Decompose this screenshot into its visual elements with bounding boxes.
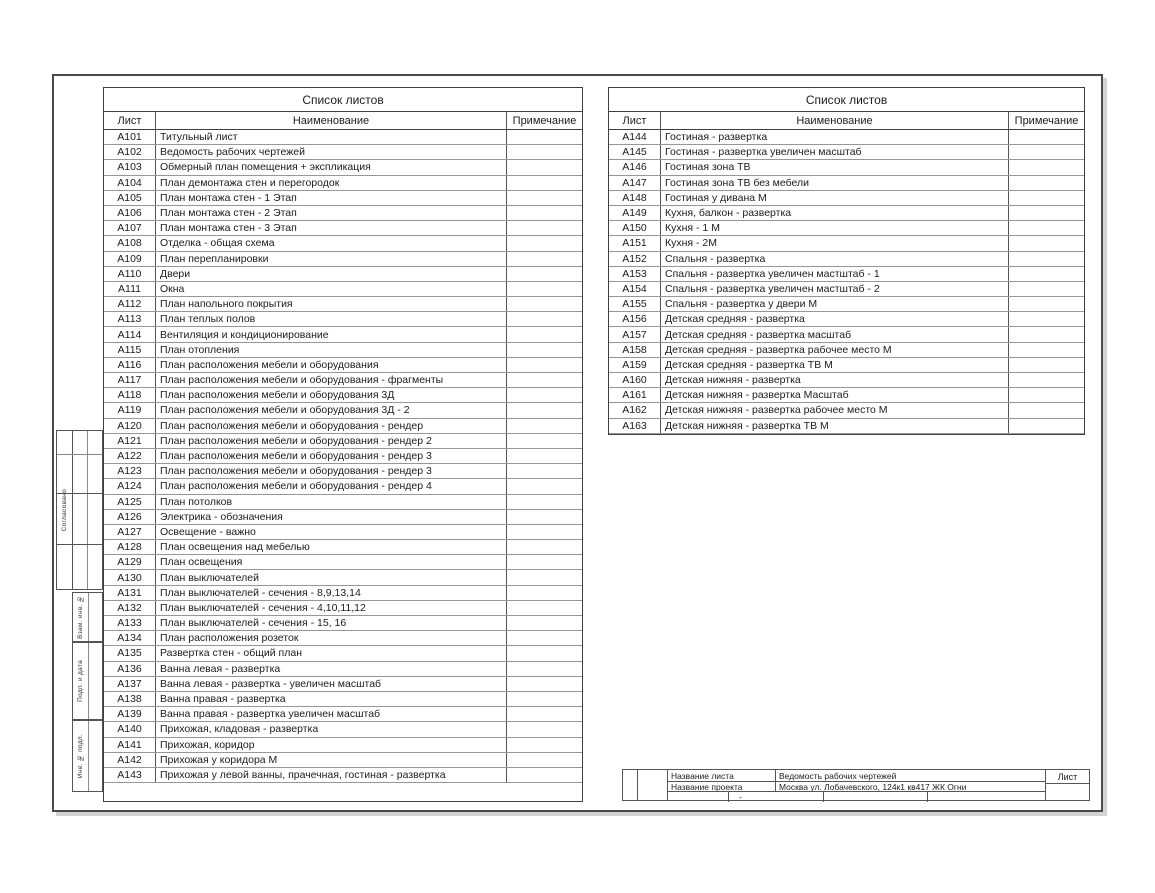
sheet-name-cell: Окна — [156, 282, 507, 296]
note-cell — [1009, 388, 1084, 402]
table-row — [104, 479, 582, 494]
sheet-number-cell: A147 — [609, 176, 661, 190]
note-cell — [1009, 419, 1084, 433]
table-row — [609, 358, 1084, 373]
sheet-name-cell: Ведомость рабочих чертежей — [156, 145, 507, 159]
sheet-number-cell: A138 — [104, 692, 156, 706]
sheet-number-cell: A104 — [104, 176, 156, 190]
table-row — [104, 145, 582, 160]
sheet-name-cell: Двери — [156, 267, 507, 281]
sheet-number-cell: A157 — [609, 327, 661, 341]
stamp-label: Инв. № подл. — [77, 733, 84, 779]
note-cell — [1009, 403, 1084, 417]
table-row — [104, 312, 582, 327]
sheet-name-cell: План расположения мебели и оборудования - фрагменты — [156, 373, 507, 387]
sheet-name-cell: План монтажа стен - 2 Этап — [156, 206, 507, 220]
sheet-number-cell: A129 — [104, 555, 156, 569]
table-row — [104, 373, 582, 388]
note-cell — [1009, 343, 1084, 357]
note-cell — [1009, 236, 1084, 250]
sheet-name-cell: Спальня - развертка увеличен мастштаб - 1 — [661, 267, 1009, 281]
sheet-name-cell: Прихожая, кладовая - развертка — [156, 722, 507, 736]
stamp-blank-cell — [89, 721, 102, 791]
sheet-name-cell: План выключателей - сечения - 15, 16 — [156, 616, 507, 630]
sheet-number-cell: A106 — [104, 206, 156, 220]
table-row — [609, 221, 1084, 236]
column-header-name: Наименование — [156, 112, 507, 129]
sheet-number-cell: A121 — [104, 434, 156, 448]
sheet-number-cell: A142 — [104, 753, 156, 767]
sheet-number-cell: A118 — [104, 388, 156, 402]
sheet-name-cell: Кухня, балкон - развертка — [661, 206, 1009, 220]
table-row — [609, 297, 1084, 312]
sheet-name-cell: План расположения мебели и оборудования - рендер — [156, 419, 507, 433]
column-header-note: Примечание — [512, 114, 577, 127]
table-row — [609, 236, 1084, 251]
column-header-name: Наименование — [661, 112, 1009, 129]
note-cell — [1009, 297, 1084, 311]
stamp-label-column — [73, 721, 89, 791]
approval-label: Согласовано — [61, 488, 68, 532]
note-cell — [507, 176, 582, 190]
sheet-name-cell: Электрика - обозначения — [156, 510, 507, 524]
table-header-row — [609, 112, 1084, 130]
sheet-number-cell: A110 — [104, 267, 156, 281]
sheet-name-cell: Детская нижняя - развертка рабочее место М — [661, 403, 1009, 417]
table-row — [609, 145, 1084, 160]
stamp-blank-cell — [89, 593, 102, 641]
sheet-number-cell: A126 — [104, 510, 156, 524]
note-cell — [507, 570, 582, 584]
table-row — [104, 525, 582, 540]
sheet-name-row — [668, 770, 1046, 782]
stamp-box-inv-podl — [72, 720, 103, 792]
note-cell — [1009, 373, 1084, 387]
note-cell — [507, 464, 582, 478]
sheet-name-cell: План освещения над мебелью — [156, 540, 507, 554]
sheet-name-cell: Гостиная - развертка — [661, 130, 1009, 144]
table-row — [104, 768, 582, 783]
note-cell — [507, 282, 582, 296]
table-row — [609, 403, 1084, 418]
table-row — [104, 707, 582, 722]
note-cell — [507, 738, 582, 752]
sheet-number-cell: A154 — [609, 282, 661, 296]
sheet-name-cell: План выключателей - сечения - 4,10,11,12 — [156, 601, 507, 615]
sheet-name-label: Название листа — [668, 770, 776, 781]
sheet-name-cell: Детская нижняя - развертка Масштаб — [661, 388, 1009, 402]
sheet-list-table-right — [608, 87, 1085, 435]
sheet-number-cell: A162 — [609, 403, 661, 417]
stamp-label: Подп. и дата — [77, 660, 84, 702]
approval-label-column — [57, 431, 72, 589]
note-cell — [507, 707, 582, 721]
sheet-number-cell: A128 — [104, 540, 156, 554]
column-header-sheet: Лист — [104, 112, 156, 129]
table-row — [104, 510, 582, 525]
note-cell — [1009, 176, 1084, 190]
note-cell — [507, 343, 582, 357]
sheet-number-cell: A117 — [104, 373, 156, 387]
sheet-number-cell: A120 — [104, 419, 156, 433]
note-cell — [507, 692, 582, 706]
revision-dash-cell: - — [729, 792, 824, 802]
note-cell — [1009, 282, 1084, 296]
note-cell — [507, 646, 582, 660]
table-row — [609, 176, 1084, 191]
table-header-row — [104, 112, 582, 130]
table-title: Список листов — [609, 88, 1084, 112]
sheet-number-cell: A139 — [104, 707, 156, 721]
sheet-number-cell: A163 — [609, 419, 661, 433]
note-cell — [1009, 145, 1084, 159]
note-cell — [507, 479, 582, 493]
table-row — [104, 753, 582, 768]
table-row — [104, 540, 582, 555]
table-row — [609, 327, 1084, 342]
note-cell — [507, 419, 582, 433]
sheet-name-cell: Детская нижняя - развертка ТВ М — [661, 419, 1009, 433]
note-cell — [507, 525, 582, 539]
table-row — [104, 570, 582, 585]
table-row — [104, 738, 582, 753]
sheet-number-column — [1045, 770, 1089, 800]
table-row — [104, 692, 582, 707]
table-row — [104, 236, 582, 251]
table-row — [104, 252, 582, 267]
sheet-number-cell: A161 — [609, 388, 661, 402]
stamp-label: Взам. инв. № — [77, 595, 84, 639]
note-cell — [1009, 160, 1084, 174]
note-cell — [507, 312, 582, 326]
table-row — [104, 662, 582, 677]
sheet-name-cell: Кухня - 1 М — [661, 221, 1009, 235]
column-header-sheet: Лист — [609, 112, 661, 129]
table-row — [104, 495, 582, 510]
sheet-name-cell: План расположения розеток — [156, 631, 507, 645]
sheet-number-cell: A152 — [609, 252, 661, 266]
table-row — [609, 267, 1084, 282]
sheet-number-caption: Лист — [1046, 770, 1089, 784]
note-cell — [507, 495, 582, 509]
title-block-main — [668, 770, 1046, 800]
sheet-number-cell: A122 — [104, 449, 156, 463]
note-cell — [507, 722, 582, 736]
table-row — [609, 419, 1084, 434]
note-cell — [1009, 327, 1084, 341]
sheet-number-cell: A105 — [104, 191, 156, 205]
note-cell — [1009, 358, 1084, 372]
note-cell — [507, 236, 582, 250]
sheet-name-cell: Прихожая, коридор — [156, 738, 507, 752]
sheet-number-cell: A115 — [104, 343, 156, 357]
revision-cell — [928, 792, 1046, 802]
table-row — [104, 449, 582, 464]
sheet-number-cell: A153 — [609, 267, 661, 281]
sheet-name-cell: Гостиная - развертка увеличен масштаб — [661, 145, 1009, 159]
table-row — [104, 160, 582, 175]
sheet-name-cell: Прихожая у коридора М — [156, 753, 507, 767]
note-cell — [1009, 191, 1084, 205]
sheet-name-cell: План демонтажа стен и перегородок — [156, 176, 507, 190]
note-cell — [507, 267, 582, 281]
sheet-name-cell: Гостиная у дивана М — [661, 191, 1009, 205]
sheet-list-table-left — [103, 87, 583, 802]
table-row — [104, 616, 582, 631]
table-row — [104, 206, 582, 221]
note-cell — [1009, 312, 1084, 326]
sheet-name-cell: План напольного покрытия — [156, 297, 507, 311]
note-cell — [507, 206, 582, 220]
table-row — [104, 221, 582, 236]
sheet-number-cell: A140 — [104, 722, 156, 736]
sheet-name-cell: План теплых полов — [156, 312, 507, 326]
note-cell — [507, 297, 582, 311]
sheet-name-cell: Титульный лист — [156, 130, 507, 144]
column-header-note: Примечание — [1014, 114, 1079, 127]
note-cell — [1009, 267, 1084, 281]
stamp-blank-cell — [89, 643, 102, 719]
sheet-name-cell: Спальня - развертка у двери М — [661, 297, 1009, 311]
note-cell — [507, 252, 582, 266]
note-cell — [507, 586, 582, 600]
note-cell — [507, 145, 582, 159]
table-row — [104, 434, 582, 449]
sheet-number-cell: A155 — [609, 297, 661, 311]
table-row — [104, 677, 582, 692]
table-row — [609, 206, 1084, 221]
stamp-label-column — [73, 593, 89, 641]
stamp-box-podp-data — [72, 642, 103, 720]
sheet-number-cell: A133 — [104, 616, 156, 630]
table-body — [609, 130, 1084, 434]
title-block — [622, 769, 1090, 801]
sheet-name-value: Ведомость рабочих чертежей — [779, 770, 897, 781]
sheet-number-cell: A111 — [104, 282, 156, 296]
sheet-number-cell: A137 — [104, 677, 156, 691]
sheet-name-cell: Вентиляция и кондиционирование — [156, 327, 507, 341]
sheet-number-cell: A144 — [609, 130, 661, 144]
sheet-number-cell: A101 — [104, 130, 156, 144]
sheet-number-cell: A156 — [609, 312, 661, 326]
note-cell — [507, 327, 582, 341]
table-row — [104, 327, 582, 342]
note-cell — [1009, 252, 1084, 266]
sheet-name-cell: План освещения — [156, 555, 507, 569]
sheet-number-cell: A127 — [104, 525, 156, 539]
sheet-number-cell: A112 — [104, 297, 156, 311]
sheet-number-cell: A102 — [104, 145, 156, 159]
sheet-name-cell: Детская средняя - развертка — [661, 312, 1009, 326]
note-cell — [507, 631, 582, 645]
sheet-number-cell: A109 — [104, 252, 156, 266]
sheet-name-cell: Спальня - развертка — [661, 252, 1009, 266]
sheet-name-cell: Гостиная зона ТВ без мебели — [661, 176, 1009, 190]
table-row — [104, 191, 582, 206]
sheet-number-cell: A136 — [104, 662, 156, 676]
revision-cell — [824, 792, 928, 802]
table-row — [104, 631, 582, 646]
sheet-number-cell: A123 — [104, 464, 156, 478]
sheet-number-cell: A113 — [104, 312, 156, 326]
sheet-name-cell: Детская средняя - развертка рабочее место М — [661, 343, 1009, 357]
note-cell — [507, 510, 582, 524]
note-cell — [507, 191, 582, 205]
note-cell — [507, 403, 582, 417]
note-cell — [1009, 221, 1084, 235]
revision-cell — [668, 792, 729, 802]
sheet-name-cell: План монтажа стен - 1 Этап — [156, 191, 507, 205]
stamp-label-column — [73, 643, 89, 719]
table-row — [104, 464, 582, 479]
table-body — [104, 130, 582, 783]
sheet-name-cell: План отопления — [156, 343, 507, 357]
sheet-number-cell: A145 — [609, 145, 661, 159]
sheet-name-cell: План перепланировки — [156, 252, 507, 266]
table-row — [104, 388, 582, 403]
sheet-number-cell: A119 — [104, 403, 156, 417]
sheet-number-cell: A108 — [104, 236, 156, 250]
project-name-row — [668, 782, 1046, 792]
table-row — [104, 555, 582, 570]
sheet-name-cell: План выключателей — [156, 570, 507, 584]
sheet-number-cell: A132 — [104, 601, 156, 615]
table-row — [609, 373, 1084, 388]
table-row — [609, 191, 1084, 206]
sheet-number-cell: A150 — [609, 221, 661, 235]
note-cell — [1009, 206, 1084, 220]
sheet-name-cell: План потолков — [156, 495, 507, 509]
table-row — [104, 130, 582, 145]
note-cell — [507, 601, 582, 615]
sheet-name-cell: План расположения мебели и оборудования - рендер 3 — [156, 464, 507, 478]
sheet-number-cell: A131 — [104, 586, 156, 600]
table-row — [609, 130, 1084, 145]
note-cell — [507, 130, 582, 144]
note-cell — [507, 677, 582, 691]
table-row — [104, 297, 582, 312]
note-cell — [507, 358, 582, 372]
sheet-name-cell: План расположения мебели и оборудования 3Д - 2 — [156, 403, 507, 417]
revision-row — [668, 792, 1046, 802]
table-row — [104, 722, 582, 737]
table-row — [609, 160, 1084, 175]
project-name-label: Название проекта — [668, 782, 776, 791]
table-title: Список листов — [104, 88, 582, 112]
sheet-name-cell: План расположения мебели и оборудования - рендер 2 — [156, 434, 507, 448]
sheet-name-cell: Ванна правая - развертка увеличен масштаб — [156, 707, 507, 721]
sheet-number-cell: A158 — [609, 343, 661, 357]
sheet-name-cell: План расположения мебели и оборудования - рендер 4 — [156, 479, 507, 493]
sheet-number-cell: A159 — [609, 358, 661, 372]
note-cell — [507, 616, 582, 630]
sheet-name-cell: Обмерный план помещения + экспликация — [156, 160, 507, 174]
stamp-box-vzam-inv — [72, 592, 103, 642]
sheet-number-cell: A103 — [104, 160, 156, 174]
sheet-name-cell: План расположения мебели и оборудования - рендер 3 — [156, 449, 507, 463]
project-name-value: Москва ул. Лобачевского, 124к1 кв417 ЖК Огни — [779, 782, 967, 791]
sheet-number-cell: A148 — [609, 191, 661, 205]
note-cell — [507, 388, 582, 402]
note-cell — [507, 434, 582, 448]
sheet-number-cell: A143 — [104, 768, 156, 782]
title-block-narrow-column — [638, 770, 668, 800]
sheet-name-cell: Гостиная зона ТВ — [661, 160, 1009, 174]
sheet-name-cell: Освещение - важно — [156, 525, 507, 539]
sheet-number-cell: A114 — [104, 327, 156, 341]
sheet-name-cell: Ванна левая - развертка - увеличен масштаб — [156, 677, 507, 691]
table-row — [104, 267, 582, 282]
sheet-name-cell: Спальня - развертка увеличен мастштаб - 2 — [661, 282, 1009, 296]
sheet-name-cell: Детская средняя - развертка масштаб — [661, 327, 1009, 341]
sheet-name-cell: Ванна правая - развертка — [156, 692, 507, 706]
table-row — [609, 388, 1084, 403]
sheet-number-cell: A146 — [609, 160, 661, 174]
note-cell — [507, 768, 582, 782]
sheet-name-cell: План расположения мебели и оборудования — [156, 358, 507, 372]
table-row — [104, 358, 582, 373]
table-row — [104, 403, 582, 418]
table-row — [609, 312, 1084, 327]
sheet-number-cell: A135 — [104, 646, 156, 660]
sheet-name-cell: План монтажа стен - 3 Этап — [156, 221, 507, 235]
table-row — [104, 646, 582, 661]
sheet-number-cell: A124 — [104, 479, 156, 493]
sheet-number-cell: A134 — [104, 631, 156, 645]
sheet-name-cell: План выключателей - сечения - 8,9,13,14 — [156, 586, 507, 600]
note-cell — [1009, 130, 1084, 144]
table-row — [609, 343, 1084, 358]
table-row — [104, 343, 582, 358]
sheet-name-cell: Детская средняя - развертка ТВ М — [661, 358, 1009, 372]
empty-table-strip — [104, 783, 582, 801]
sheet-number-cell: A149 — [609, 206, 661, 220]
note-cell — [507, 662, 582, 676]
note-cell — [507, 449, 582, 463]
table-row — [104, 176, 582, 191]
note-cell — [507, 753, 582, 767]
sheet-number-cell: A116 — [104, 358, 156, 372]
sheet-number-cell: A107 — [104, 221, 156, 235]
sheet-number-cell: A141 — [104, 738, 156, 752]
sheet-number-cell: A130 — [104, 570, 156, 584]
sheet-number-cell: A160 — [609, 373, 661, 387]
title-block-narrow-column — [623, 770, 638, 800]
table-row — [609, 252, 1084, 267]
table-row — [104, 586, 582, 601]
sheet-name-cell: Прихожая у левой ванны, прачечная, гостиная - развертка — [156, 768, 507, 782]
table-row — [104, 282, 582, 297]
table-row — [609, 282, 1084, 297]
note-cell — [507, 160, 582, 174]
note-cell — [507, 221, 582, 235]
sheet-name-cell: Отделка - общая схема — [156, 236, 507, 250]
sheet-name-cell: Развертка стен - общий план — [156, 646, 507, 660]
sheet-name-cell: Детская нижняя - развертка — [661, 373, 1009, 387]
table-row — [104, 419, 582, 434]
sheet-name-cell: План расположения мебели и оборудования 3Д — [156, 388, 507, 402]
note-cell — [507, 540, 582, 554]
sheet-name-cell: Кухня - 2М — [661, 236, 1009, 250]
sheet-number-cell: A151 — [609, 236, 661, 250]
table-row — [104, 601, 582, 616]
sheet-name-cell: Ванна левая - развертка — [156, 662, 507, 676]
approval-stamp-box — [56, 430, 103, 590]
note-cell — [507, 373, 582, 387]
note-cell — [507, 555, 582, 569]
sheet-number-cell: A125 — [104, 495, 156, 509]
